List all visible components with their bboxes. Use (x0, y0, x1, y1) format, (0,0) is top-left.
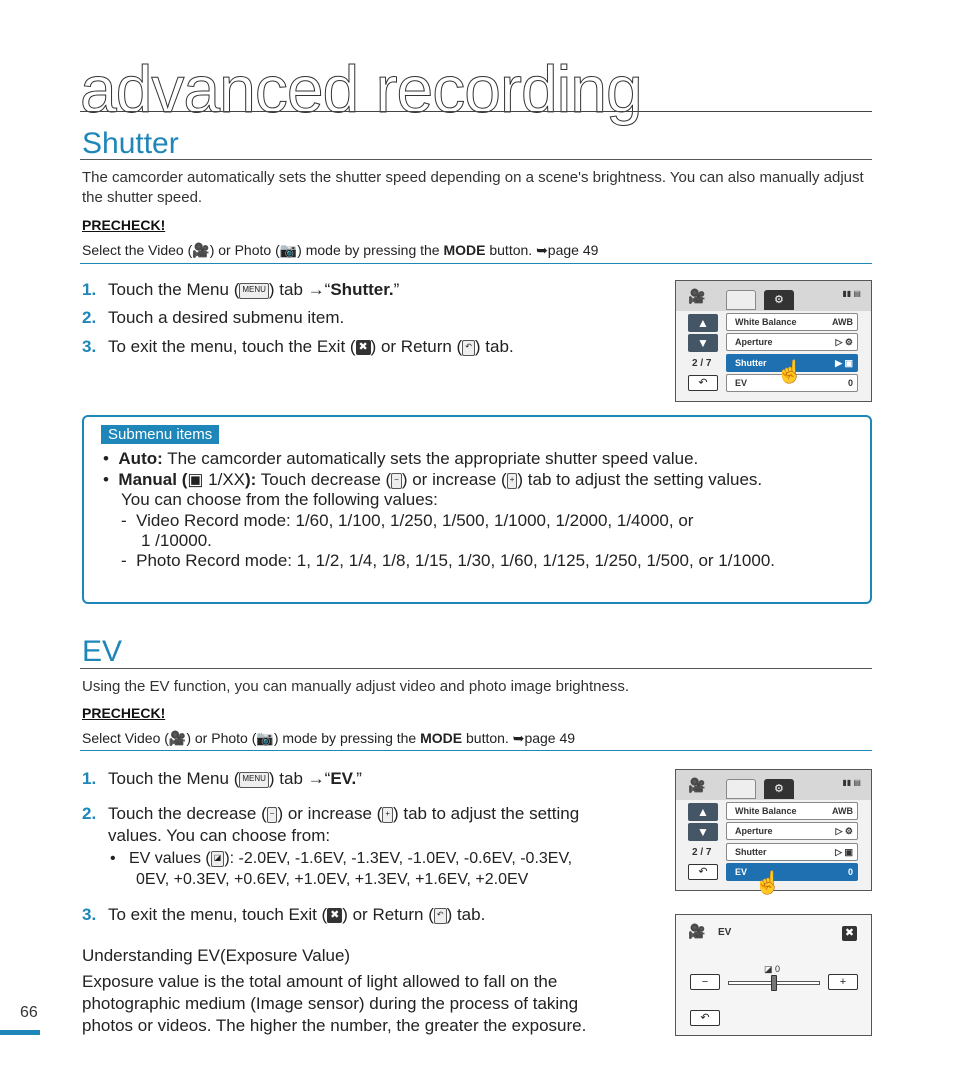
ev-return-button[interactable]: ↶ (690, 1010, 720, 1026)
menu-row-aperture[interactable]: Aperture ▷ ⚙ (726, 822, 858, 840)
submenu-auto: • Auto: The camcorder automatically sets the appropriate shutter speed value. (103, 449, 699, 468)
exit-icon: ✖ (327, 908, 342, 923)
shutter-intro: The camcorder automatically sets the shutter speed depending on a scene's brightness. You can also manually adjust the shutter speed. (82, 169, 864, 206)
shutter-section-title: Shutter (82, 127, 179, 160)
ev-precheck-text: Select Video (🎥) or Photo (📷) mode by pressing the MODE button. ➥page 49 (82, 730, 576, 746)
ev-screen-close[interactable] (842, 925, 857, 943)
ev-slider-thumb[interactable] (771, 975, 777, 991)
video-mode-icon: 🎥 (688, 777, 706, 793)
scroll-down-button[interactable]: ▼ (688, 823, 718, 841)
shutter-step-1: 1. Touch the Menu ( MENU ) tab →“Shutter.” (82, 280, 400, 299)
shutter-menu-screen (675, 280, 872, 402)
close-icon: ✖ (842, 926, 857, 941)
scroll-up-button[interactable]: ▲ (688, 314, 718, 332)
status-icons: ▮▮ ▤ (842, 289, 861, 298)
shutter-step-2: 2. Touch a desired submenu item. (82, 308, 345, 327)
video-mode-icon: 🎥 (688, 923, 706, 939)
aperture-icon: ▷ ⚙ (835, 826, 853, 836)
ev-values-line-cont: 0EV, +0.3EV, +0.6EV, +1.0EV, +1.3EV, +1.6EV, +2.0EV (136, 871, 529, 888)
menu-row-shutter[interactable]: Shutter ▶ ▣ (726, 354, 858, 372)
chapter-title: advanced recording (80, 52, 642, 126)
menu-icon: MENU (239, 283, 269, 299)
submenu-items-tag: Submenu items (101, 425, 219, 444)
screen-return-button[interactable]: ↶ (688, 375, 718, 391)
screen-pager: 2 / 7 (692, 847, 712, 858)
ev-icon: ◪ (211, 851, 225, 867)
shutter-title-rule (80, 159, 872, 160)
menu-row-aperture[interactable]: Aperture ▷ ⚙ (726, 333, 858, 351)
increase-icon: + (507, 473, 518, 489)
video-icon: 🎥 (192, 242, 210, 258)
shutter-precheck-text: Select the Video (🎥) or Photo (📷) mode by pressing the MODE button. ➥page 49 (82, 242, 599, 258)
submenu-video-values: - Video Record mode: 1/60, 1/100, 1/250, 1/500, 1/1000, 1/2000, 1/4000, or (121, 511, 694, 530)
menu-row-white-balance[interactable]: White Balance AWB (726, 313, 858, 331)
camera-icon: 📷 (279, 242, 298, 258)
ev-section-title: EV (82, 635, 123, 668)
scroll-down-button[interactable]: ▼ (688, 334, 718, 352)
menu-row-ev[interactable]: EV 0 (726, 863, 858, 881)
finger-pointer-icon: ☝ (776, 359, 804, 384)
menu-row-white-balance[interactable]: White Balance AWB (726, 802, 858, 820)
return-icon: ↶ (434, 908, 447, 924)
submenu-manual: • Manual (▣ 1/XX): Touch decrease ( − ) or increase ( + ) tab to adjust the setting values. (103, 470, 763, 489)
page-ref-link[interactable]: page 49 (524, 730, 576, 746)
ev-precheck-label: PRECHECK! (82, 705, 166, 721)
ev-decrease-button[interactable]: − (690, 974, 720, 990)
tab-settings[interactable] (764, 779, 794, 799)
ev-screen-value: ◪ 0 (764, 964, 781, 974)
ev-step-2-cont: values. You can choose from: (108, 826, 331, 845)
tab-menu[interactable] (726, 779, 756, 799)
camera-icon: 📷 (256, 730, 274, 746)
submenu-video-values-cont: 1 /10000. (141, 531, 212, 550)
ev-icon: ◪ (764, 964, 773, 974)
finger-pointer-icon: ☝ (754, 870, 782, 895)
menu-row-ev[interactable]: EV 0 (726, 374, 858, 392)
screen-pager: 2 / 7 (692, 358, 712, 369)
page-number-bar (0, 1030, 40, 1035)
menu-icon: MENU (239, 772, 269, 788)
shutter-precheck-rule (80, 263, 872, 264)
understanding-ev-text: Exposure value is the total amount of light allowed to fall on the photographic medium (Image sensor) during the process of taking photos or videos. The higher the number, the greater the exposure. (82, 972, 587, 1035)
tab-menu[interactable] (726, 290, 756, 310)
shutter-step-3: 3. To exit the menu, touch the Exit ( ✖ ) or Return ( ↶ ) tab. (82, 337, 514, 356)
ev-precheck-rule (80, 750, 872, 751)
page-ref-link[interactable]: page 49 (547, 242, 599, 258)
shutter-precheck-label: PRECHECK! (82, 217, 166, 233)
chapter-rule (80, 111, 872, 112)
submenu-manual-choose: You can choose from the following values: (121, 490, 438, 509)
tab-settings[interactable] (764, 290, 794, 310)
page-number: 66 (20, 1004, 38, 1021)
decrease-icon: − (267, 807, 278, 823)
shutter-icon: ▷ ▣ (835, 847, 853, 857)
gear-icon: ⚙ (774, 294, 784, 306)
gear-icon: ⚙ (774, 783, 784, 795)
status-icons: ▮▮ ▤ (842, 778, 861, 787)
increase-icon: + (382, 807, 393, 823)
ev-intro: Using the EV function, you can manually adjust video and photo image brightness. (82, 678, 630, 695)
ev-menu-screen (675, 769, 872, 895)
ev-title-rule (80, 668, 872, 669)
decrease-icon: − (391, 473, 402, 489)
ev-adjust-screen (675, 914, 872, 1036)
scroll-up-button[interactable]: ▲ (688, 803, 718, 821)
ev-step-1: 1. Touch the Menu ( MENU ) tab →“EV.” (82, 769, 362, 788)
return-icon: ↶ (462, 340, 475, 356)
menu-row-shutter[interactable]: Shutter ▷ ▣ (726, 843, 858, 861)
ev-screen-title: EV (718, 927, 732, 938)
video-icon: 🎥 (168, 730, 187, 746)
ev-step-3: 3. To exit the menu, touch Exit ( ✖ ) or Return ( ↶ ) tab. (82, 905, 486, 924)
screen-return-button[interactable]: ↶ (688, 864, 718, 880)
video-mode-icon: 🎥 (688, 288, 706, 304)
ev-step-2: 2. Touch the decrease ( − ) or increase ( + ) tab to adjust the setting (82, 804, 580, 823)
understanding-ev-title: Understanding EV(Exposure Value) (82, 946, 351, 965)
ev-increase-button[interactable]: + (828, 974, 858, 990)
manual-shutter-icon: ▣ (187, 470, 204, 489)
exit-icon: ✖ (356, 340, 371, 355)
aperture-icon: ▷ ⚙ (835, 337, 853, 347)
submenu-photo-values: - Photo Record mode: 1, 1/2, 1/4, 1/8, 1/15, 1/30, 1/60, 1/125, 1/250, 1/500, or 1/1000. (121, 551, 776, 570)
ev-values-line: • EV values ( ◪ ): -2.0EV, -1.6EV, -1.3EV, -1.0EV, -0.6EV, -0.3EV, (110, 850, 573, 867)
shutter-icon: ▶ ▣ (835, 358, 853, 368)
